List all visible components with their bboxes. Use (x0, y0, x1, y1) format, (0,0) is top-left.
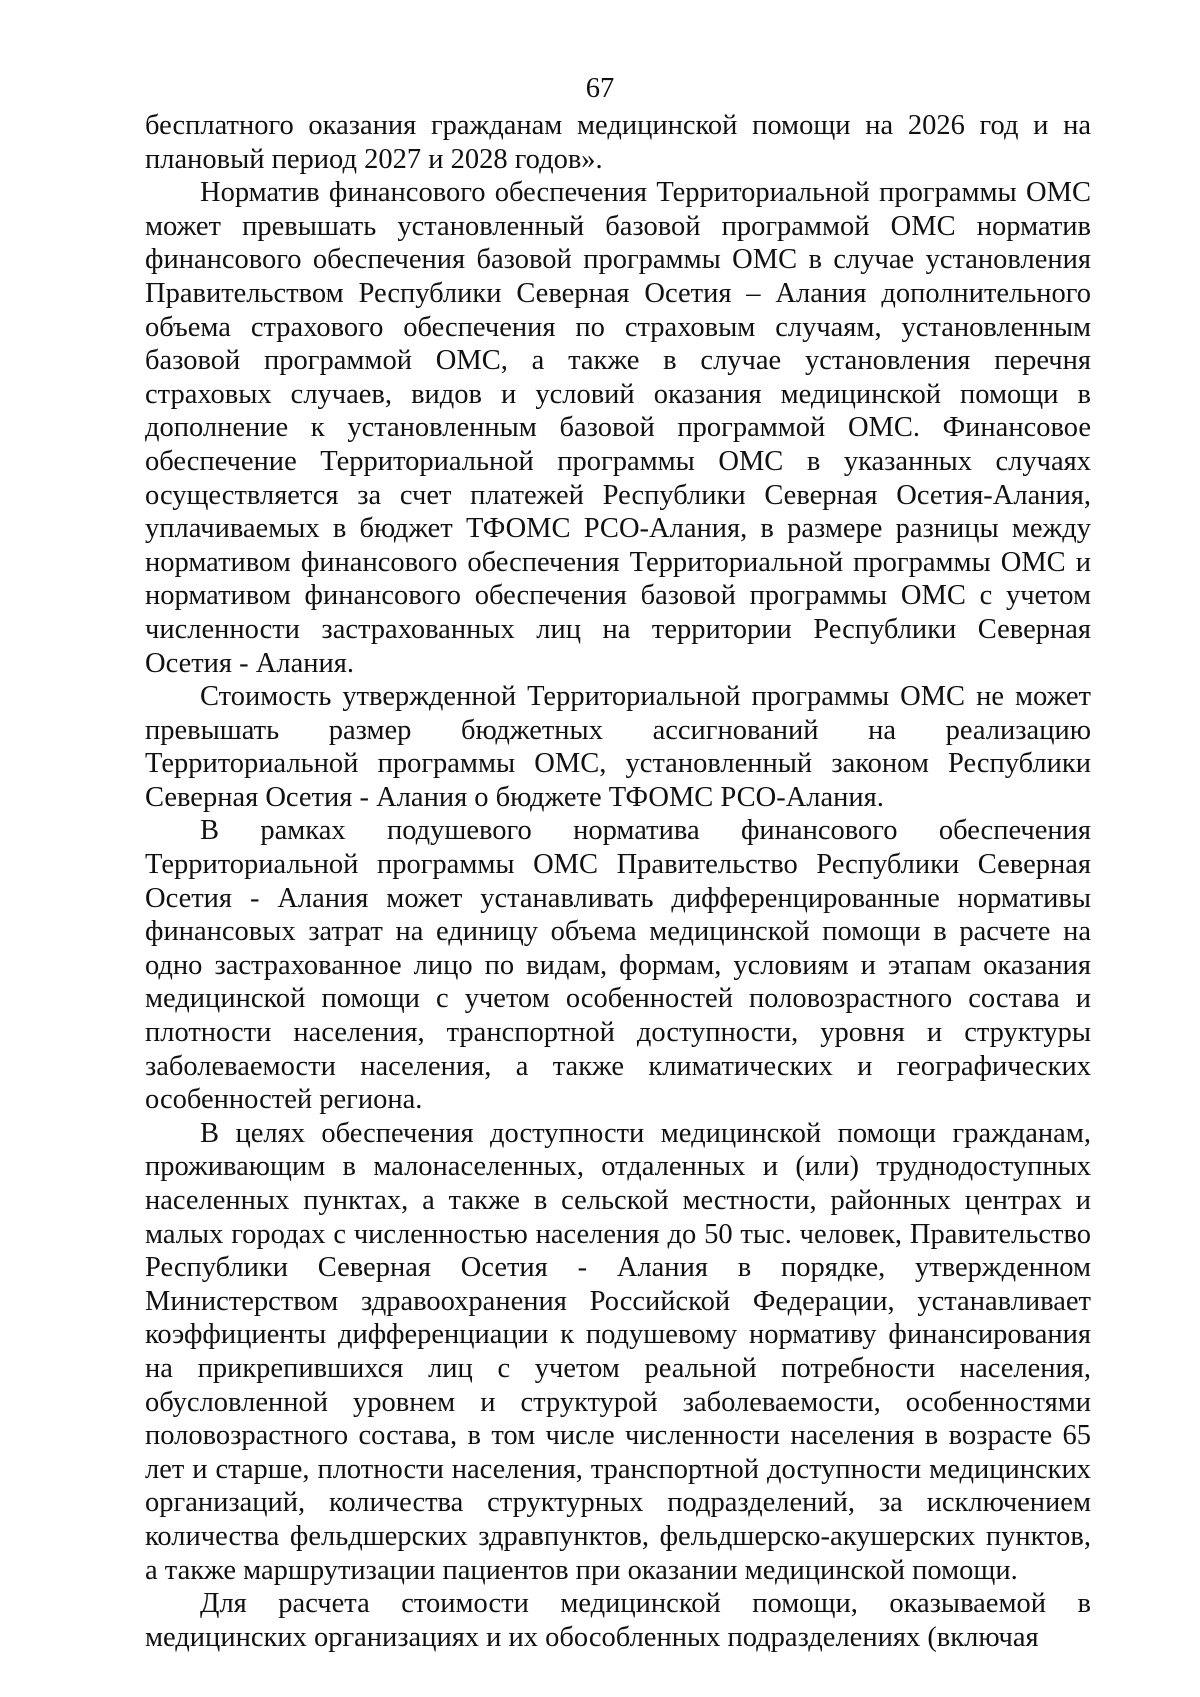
page-number: 67 (585, 73, 615, 104)
document-body (145, 109, 1091, 1654)
paragraph-continuation: бесплатного оказания гражданам медицинской помощи на 2026 год и на плановый период 2027 и 2028 годов». (145, 110, 1091, 175)
paragraph-differentiated-standards: В рамках подушевого норматива финансового обеспечения Территориальной программы ОМС Правительство Республики Северная Осетия - Алания может устанавливать дифференцированные нормативы финансовых затрат на единицу объема медицинской помощи в расчете на одно застрахованное лицо по видам, формам, условиям и этапам оказания медицинской помощи с учетом особенностей половозрастного состава и плотности населения, транспортной доступности, уровня и структуры заболеваемости населения, а также климатических и географических особенностей региона. (145, 815, 1091, 1116)
paragraph-financing-standard: Норматив финансового обеспечения Территориальной программы ОМС может превышать установленный базовой программой ОМС норматив финансового обеспечения базовой программы ОМС в случае установления Правительством Республики Северная Осетия – Алания дополнительного объема страхового обеспечения по страховым случаям, установленным базовой программой ОМС, а также в случае установления перечня страховых случаев, видов и условий оказания медицинской помощи в дополнение к установленным базовой программой ОМС. Финансовое обеспечение Территориальной программы ОМС в указанных случаях осуществляется за счет платежей Республики Северная Осетия-Алания, уплачиваемых в бюджет ТФОМС РСО-Алания, в размере разницы между нормативом финансового обеспечения Территориальной программы ОМС и нормативом финансового обеспечения базовой программы ОМС с учетом численности застрахованных лиц на территории Республики Северная Осетия - Алания. (145, 177, 1091, 679)
paragraph-accessibility-coefficients: В целях обеспечения доступности медицинской помощи гражданам, проживающим в малонаселенных, отдаленных и (или) труднодоступных населенных пунктах, а также в сельской местности, районных центрах и малых городах с численностью населения до 50 тыс. человек, Правительство Республики Северная Осетия - Алания в порядке, утвержденном Министерством здравоохранения Российской Федерации, устанавливает коэффициенты дифференциации к подушевому нормативу финансирования на прикрепившихся лиц с учетом реальной потребности населения, обусловленной уровнем и структурой заболеваемости, особенностями половозрастного состава, в том числе численности населения в возрасте 65 лет и старше, плотности населения, транспортной доступности медицинских организаций, количества структурных подразделений, за исключением количества фельдшерских здравпунктов, фельдшерско-акушерских пунктов, а также маршрутизации пациентов при оказании медицинской помощи. (145, 1117, 1091, 1586)
paragraph-cost-calculation: Для расчета стоимости медицинской помощи, оказываемой в медицинских организациях и их обособленных подразделениях (включая (145, 1588, 1091, 1653)
paragraph-program-cost: Стоимость утвержденной Территориальной программы ОМС не может превышать размер бюджетных ассигнований на реализацию Территориальной программы ОМС, установленный законом Республики Северная Осетия - Алания о бюджете ТФОМС РСО-Алания. (145, 681, 1091, 813)
